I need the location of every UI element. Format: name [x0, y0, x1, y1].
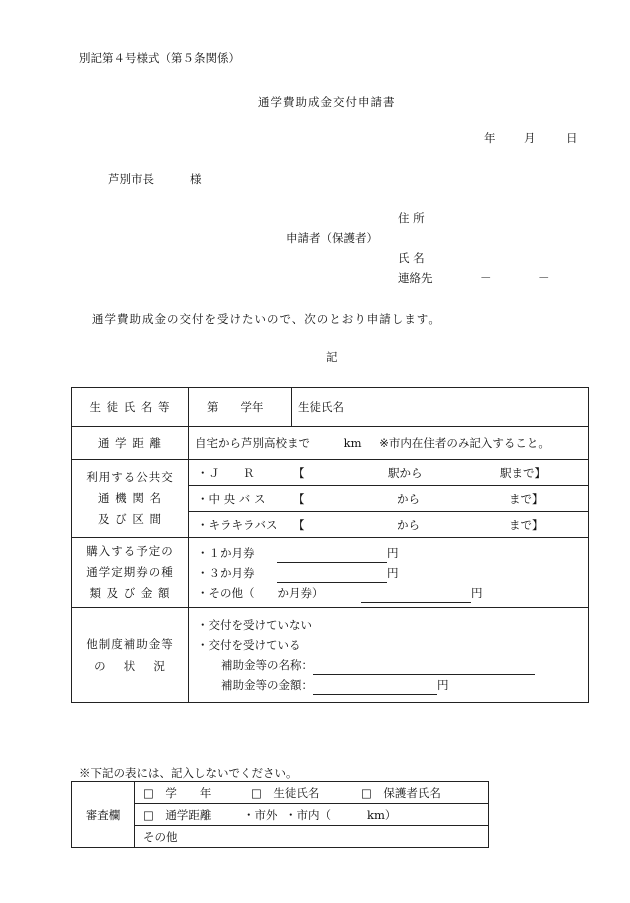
- pass-3month: [197, 563, 588, 583]
- yen-label: 円: [387, 565, 399, 580]
- distance-label: 通 学 距 離: [72, 427, 189, 460]
- option-receiving: ・交付を受けている: [197, 638, 301, 652]
- to-label: 駅まで】: [500, 465, 546, 480]
- document-title: 通学費助成金交付申請書: [258, 95, 396, 109]
- application-table: [71, 387, 589, 703]
- review-table: [71, 781, 489, 848]
- from-label: 駅から: [388, 465, 423, 480]
- date-day: 日: [566, 131, 578, 145]
- option-not-receiving: ・交付を受けていない: [197, 618, 312, 632]
- review-note: ※下記の表には、記入しないでください。: [79, 766, 298, 780]
- grade-label: 学年: [240, 400, 264, 414]
- pass-other-label: ・その他（ か月券）: [197, 585, 324, 600]
- addressee: 芦別市長: [108, 172, 154, 186]
- student-row: [72, 388, 589, 427]
- date-year: 年: [484, 131, 496, 145]
- transport-label-3: 及 び 区 間: [98, 512, 162, 526]
- yen-label: 円: [437, 678, 449, 692]
- check-distance: □ 通学距離: [143, 807, 212, 822]
- kirakira-bus-bullet: ・キラキラバス: [197, 517, 278, 532]
- distance-unit: km: [343, 436, 362, 450]
- review-other: その他: [135, 826, 489, 848]
- subsidy-name-label: 補助金等の名称：: [221, 658, 313, 672]
- other-label-2: の 状 況: [94, 659, 166, 673]
- transport-kirakira-bus: [189, 511, 588, 537]
- subsidy-amount-label: 補助金等の金額：: [221, 678, 313, 692]
- distance-km-unit: km）: [367, 807, 397, 822]
- bracket-open: 【: [293, 517, 305, 532]
- contact-label: 連絡先: [398, 271, 433, 285]
- pass-1month: [197, 543, 588, 563]
- outside-city: ・市外: [243, 807, 278, 822]
- ki-heading: 記: [326, 350, 338, 364]
- distance-row: [72, 427, 589, 460]
- contact-dash-2: －: [538, 271, 550, 285]
- bracket-open: 【: [293, 491, 305, 506]
- name-label: 氏 名: [398, 251, 425, 265]
- transport-jr: [189, 460, 588, 485]
- pass-label-1: 購入する予定の: [86, 544, 174, 558]
- pass-1month-label: ・１か月券: [197, 545, 255, 560]
- date-month: 月: [524, 131, 536, 145]
- to-label: まで】: [509, 517, 544, 532]
- yen-label: 円: [387, 545, 399, 560]
- distance-text: 自宅から芦別高校まで: [195, 436, 310, 450]
- pass-other: [197, 583, 588, 603]
- address-label: 住 所: [398, 211, 425, 225]
- pass-3month-amount-line: [277, 568, 387, 583]
- transport-row: [72, 460, 589, 538]
- transport-label-2: 通 機 関 名: [98, 491, 162, 505]
- student-label: 生 徒 氏 名 等: [72, 388, 189, 427]
- other-subsidy-row: [72, 608, 589, 703]
- pass-other-amount-line: [361, 588, 471, 603]
- body-text: 通学費助成金の交付を受けたいので、次のとおり申請します。: [92, 312, 441, 326]
- pass-label-2: 通学定期券の種: [86, 565, 174, 579]
- check-guardian-name: □ 保護者氏名: [361, 785, 441, 800]
- from-label: から: [397, 517, 420, 532]
- subsidy-amount-line: [313, 680, 437, 695]
- applicant-role-label: 申請者（保護者）: [286, 231, 378, 245]
- form-reference: 別記第４号様式（第５条関係）: [79, 51, 240, 65]
- grade-dai: 第: [207, 400, 219, 414]
- chuo-bus-bullet: ・中 央 バ ス: [197, 491, 266, 506]
- review-label: 審査欄: [72, 782, 135, 848]
- from-label: から: [397, 491, 420, 506]
- transport-chuo-bus: [189, 485, 588, 511]
- distance-note: ※市内在住者のみ記入すること。: [379, 436, 550, 450]
- subsidy-name-line: [313, 660, 535, 675]
- pass-3month-label: ・３か月券: [197, 565, 255, 580]
- jr-bullet: ・Ｊ Ｒ: [197, 465, 255, 480]
- inside-city: ・市内（: [285, 807, 331, 822]
- pass-1month-amount-line: [277, 548, 387, 563]
- other-label-1: 他制度補助金等: [86, 637, 174, 651]
- pass-label-3: 類 及 び 金 額: [89, 586, 171, 600]
- to-label: まで】: [509, 491, 544, 506]
- contact-dash-1: －: [480, 271, 492, 285]
- honorific: 様: [190, 172, 202, 186]
- transport-label-1: 利用する公共交: [86, 470, 174, 484]
- check-student-name: □ 生徒氏名: [251, 785, 320, 800]
- check-grade: □ 学 年: [143, 785, 212, 800]
- yen-label: 円: [471, 585, 483, 600]
- student-name-label: 生徒氏名: [298, 400, 344, 414]
- bracket-open: 【: [293, 465, 305, 480]
- pass-row: [72, 538, 589, 608]
